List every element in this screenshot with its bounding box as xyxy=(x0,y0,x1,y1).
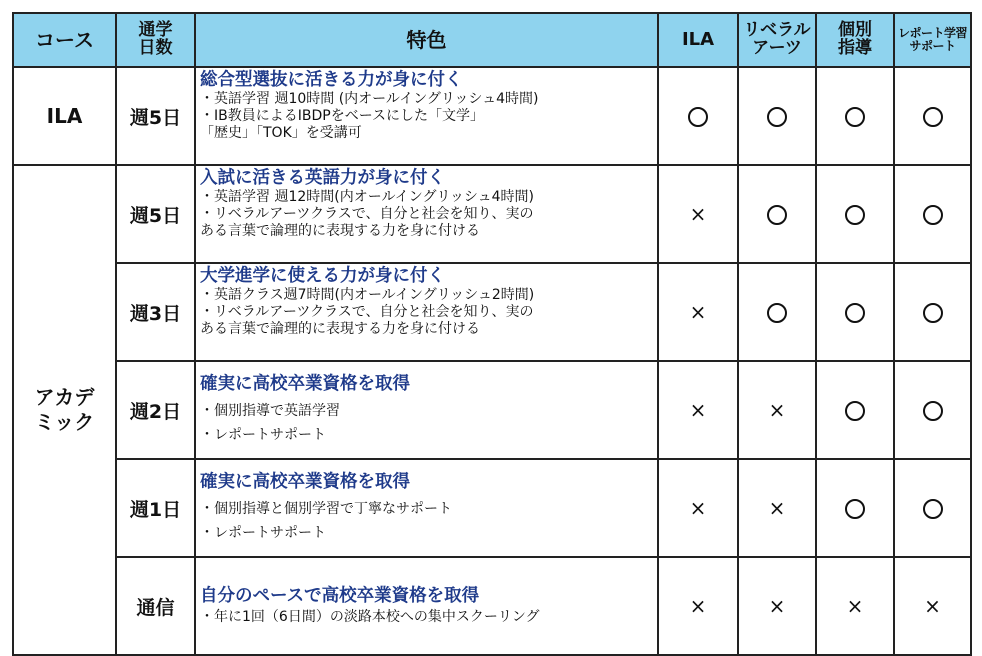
feature-title: 総合型選抜に活きる力が身に付く xyxy=(200,70,463,90)
feature-bullets xyxy=(200,287,655,338)
course-name: ILA xyxy=(13,67,116,165)
circle-mark-icon xyxy=(767,205,787,225)
mark-liberal-arts xyxy=(738,361,816,459)
feature-cell xyxy=(195,165,658,263)
mark-liberal-arts xyxy=(738,165,816,263)
feature-bullet: ・レポートサポート xyxy=(200,427,326,443)
course-name xyxy=(13,165,116,655)
feature-bullets xyxy=(200,189,655,240)
cross-mark-icon: × xyxy=(689,593,707,618)
circle-mark-icon xyxy=(767,303,787,323)
circle-mark-icon xyxy=(923,401,943,421)
mark-liberal-arts xyxy=(738,557,816,655)
table-row xyxy=(13,263,971,361)
table-row xyxy=(13,557,971,655)
cross-mark-icon: × xyxy=(689,495,707,520)
mark-ila xyxy=(658,557,738,655)
feature-title: 確実に高校卒業資格を取得 xyxy=(200,472,410,492)
attendance-days: 週1日 xyxy=(116,459,195,557)
feature-bullet: ・IB教員によるIBDPをベースにした「文学」 xyxy=(200,108,484,124)
mark-individual xyxy=(816,263,894,361)
header-row xyxy=(13,13,971,67)
feature-title: 自分のペースで高校卒業資格を取得 xyxy=(200,586,480,606)
feature-bullets xyxy=(200,399,655,447)
feature-bullet: ・年に1回（6日間）の淡路本校への集中スクーリング xyxy=(200,609,540,625)
feature-title: 大学進学に使える力が身に付く xyxy=(200,266,445,286)
mark-individual xyxy=(816,165,894,263)
cross-mark-icon: × xyxy=(768,593,786,618)
circle-mark-icon xyxy=(923,303,943,323)
header-course: コース xyxy=(13,13,116,67)
attendance-days: 週3日 xyxy=(116,263,195,361)
feature-cell xyxy=(195,263,658,361)
header-individual-line2: 指導 xyxy=(838,38,872,58)
header-liberal-line2: アーツ xyxy=(752,38,802,58)
feature-bullet: ・英語クラス週7時間(内オールイングリッシュ2時間) xyxy=(200,287,535,303)
header-ila: ILA xyxy=(658,13,738,67)
feature-bullet: ・個別指導で英語学習 xyxy=(200,403,340,419)
cross-mark-icon: × xyxy=(846,593,864,618)
attendance-days: 週5日 xyxy=(116,67,195,165)
feature-bullet: ある言葉で論理的に表現する力を身に付ける xyxy=(200,321,480,337)
attendance-days: 週5日 xyxy=(116,165,195,263)
cross-mark-icon: × xyxy=(924,593,941,618)
feature-bullet: ある言葉で論理的に表現する力を身に付ける xyxy=(200,223,480,239)
feature-title: 入試に活きる英語力が身に付く xyxy=(200,168,445,188)
header-liberal-line1: リベラル xyxy=(743,20,811,41)
mark-liberal-arts xyxy=(738,67,816,165)
mark-individual xyxy=(816,67,894,165)
mark-ila xyxy=(658,67,738,165)
header-days xyxy=(116,13,195,67)
feature-bullets xyxy=(200,609,655,626)
mark-report-support xyxy=(894,67,971,165)
mark-ila xyxy=(658,361,738,459)
feature-bullets xyxy=(200,497,655,545)
mark-individual xyxy=(816,557,894,655)
table-row xyxy=(13,67,971,165)
header-report-line1: レポート学習 xyxy=(897,26,967,41)
mark-report-support xyxy=(894,361,971,459)
header-report-support xyxy=(894,13,971,67)
table-row xyxy=(13,459,971,557)
header-days-line1: 通学 xyxy=(138,20,173,41)
mark-liberal-arts xyxy=(738,263,816,361)
mark-report-support xyxy=(894,165,971,263)
circle-mark-icon xyxy=(923,205,943,225)
circle-mark-icon xyxy=(923,499,943,519)
feature-bullet: ・個別指導と個別学習で丁寧なサポート xyxy=(200,501,452,517)
course-name-line1: アカデ xyxy=(34,385,95,409)
attendance-days: 通信 xyxy=(116,557,195,655)
circle-mark-icon xyxy=(845,401,865,421)
course-comparison-table xyxy=(12,12,972,656)
cross-mark-icon: × xyxy=(689,201,707,226)
course-name-line2: ミック xyxy=(34,410,95,434)
circle-mark-icon xyxy=(845,499,865,519)
mark-ila xyxy=(658,459,738,557)
header-feature: 特色 xyxy=(195,13,658,67)
feature-bullet: ・英語学習 週12時間(内オールイングリッシュ4時間) xyxy=(200,189,534,205)
feature-cell xyxy=(195,361,658,459)
feature-cell xyxy=(195,67,658,165)
circle-mark-icon xyxy=(845,107,865,127)
mark-report-support xyxy=(894,557,971,655)
feature-bullet: ・リベラルアーツクラスで、自分と社会を知り、実の xyxy=(200,304,534,320)
cross-mark-icon: × xyxy=(768,397,786,422)
circle-mark-icon xyxy=(845,205,865,225)
mark-report-support xyxy=(894,263,971,361)
attendance-days: 週2日 xyxy=(116,361,195,459)
feature-bullet: ・英語学習 週10時間 (内オールイングリッシュ4時間) xyxy=(200,91,539,107)
circle-mark-icon xyxy=(845,303,865,323)
circle-mark-icon xyxy=(767,107,787,127)
mark-ila xyxy=(658,263,738,361)
feature-bullets xyxy=(200,91,655,142)
cross-mark-icon: × xyxy=(768,495,786,520)
header-individual xyxy=(816,13,894,67)
table-row xyxy=(13,361,971,459)
header-report-line2: サポート xyxy=(909,39,956,53)
mark-liberal-arts xyxy=(738,459,816,557)
feature-bullet: 「歴史」「TOK」を受講可 xyxy=(200,125,362,141)
header-days-line2: 日数 xyxy=(138,38,173,58)
header-liberal-arts xyxy=(738,13,816,67)
feature-bullet: ・リベラルアーツクラスで、自分と社会を知り、実の xyxy=(200,206,534,222)
circle-mark-icon xyxy=(688,107,708,127)
feature-bullet: ・レポートサポート xyxy=(200,525,326,541)
circle-mark-icon xyxy=(923,107,943,127)
mark-report-support xyxy=(894,459,971,557)
mark-ila xyxy=(658,165,738,263)
mark-individual xyxy=(816,361,894,459)
table-row xyxy=(13,165,971,263)
feature-cell xyxy=(195,459,658,557)
cross-mark-icon: × xyxy=(689,397,707,422)
header-individual-line1: 個別 xyxy=(838,20,872,41)
feature-title: 確実に高校卒業資格を取得 xyxy=(200,374,410,394)
feature-cell xyxy=(195,557,658,655)
cross-mark-icon: × xyxy=(689,299,707,324)
mark-individual xyxy=(816,459,894,557)
